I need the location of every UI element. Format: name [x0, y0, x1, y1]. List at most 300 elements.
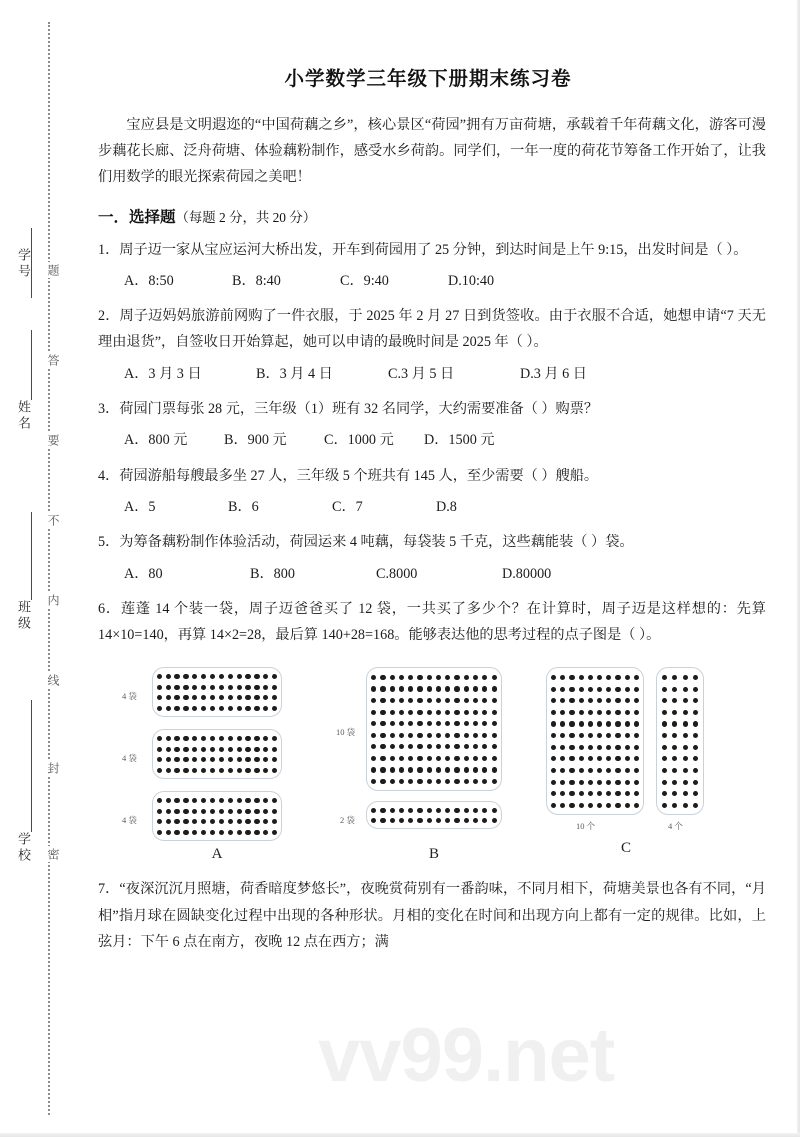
- dot: [254, 768, 259, 773]
- dot: [399, 779, 404, 784]
- dot: [174, 685, 179, 690]
- dot: [625, 733, 630, 738]
- dot: [254, 757, 259, 762]
- dot: [615, 733, 620, 738]
- seal-field-school: 学校: [16, 832, 31, 864]
- seal-char-6: 封: [39, 760, 59, 776]
- dot: [482, 733, 487, 738]
- dot: [245, 736, 250, 741]
- dot: [615, 768, 620, 773]
- dot: [473, 756, 478, 761]
- seal-field-class: 班级: [16, 600, 31, 632]
- dot: [473, 744, 478, 749]
- dot: [634, 780, 639, 785]
- dot-figure-a-caption: A: [211, 846, 223, 863]
- dot: [237, 685, 242, 690]
- dot-row: [367, 721, 501, 726]
- dot: [454, 733, 459, 738]
- seal-char-7: 密: [39, 846, 59, 862]
- dot: [683, 698, 688, 703]
- dot: [606, 780, 611, 785]
- dot: [560, 710, 565, 715]
- dot: [166, 798, 171, 803]
- dot: [492, 808, 497, 813]
- dot: [408, 698, 413, 703]
- dot: [245, 819, 250, 824]
- dot-row: [153, 685, 281, 690]
- dot: [615, 756, 620, 761]
- dot: [390, 744, 395, 749]
- dot: [210, 695, 215, 700]
- dot: [693, 756, 698, 761]
- dot: [625, 803, 630, 808]
- dot: [272, 757, 277, 762]
- dot: [672, 780, 677, 785]
- dot: [606, 710, 611, 715]
- dot: [201, 768, 206, 773]
- dot: [408, 779, 413, 784]
- dot: [272, 819, 277, 824]
- dot-row: [657, 710, 703, 715]
- dot: [157, 706, 162, 711]
- dot-row: [547, 721, 643, 726]
- dot: [399, 733, 404, 738]
- dot: [427, 756, 432, 761]
- dot: [157, 695, 162, 700]
- dot: [228, 768, 233, 773]
- question-options-3: [124, 428, 766, 452]
- dot: [192, 706, 197, 711]
- dot: [551, 756, 556, 761]
- dot: [454, 686, 459, 691]
- dot: [464, 744, 469, 749]
- dot: [672, 756, 677, 761]
- dot: [662, 745, 667, 750]
- dot: [597, 687, 602, 692]
- dot: [174, 674, 179, 679]
- dot: [693, 780, 698, 785]
- option-3-a[interactable]: A．800 元: [124, 432, 188, 449]
- dot: [272, 798, 277, 803]
- option-5-d[interactable]: D.80000: [502, 565, 552, 582]
- dot: [183, 830, 188, 835]
- dot: [263, 809, 268, 814]
- dot: [625, 721, 630, 726]
- dot: [272, 736, 277, 741]
- seal-char-5: 线: [39, 672, 59, 688]
- dot: [237, 798, 242, 803]
- option-5-b[interactable]: B．800: [250, 565, 295, 582]
- dot: [380, 686, 385, 691]
- option-3-d[interactable]: D．1500 元: [424, 432, 495, 449]
- dot: [473, 818, 478, 823]
- dot: [683, 687, 688, 692]
- dot: [237, 830, 242, 835]
- dot: [263, 736, 268, 741]
- dot: [625, 687, 630, 692]
- dot: [454, 710, 459, 715]
- dot: [464, 808, 469, 813]
- dot: [380, 756, 385, 761]
- dot: [371, 721, 376, 726]
- option-2-b[interactable]: B．3 月 4 日: [256, 365, 333, 382]
- dot: [436, 698, 441, 703]
- dot: [272, 685, 277, 690]
- dot: [427, 675, 432, 680]
- dot: [588, 803, 593, 808]
- seal-char-1: 答: [39, 352, 59, 368]
- dot: [408, 756, 413, 761]
- dot: [157, 819, 162, 824]
- dot-row: [657, 745, 703, 750]
- dot: [492, 733, 497, 738]
- dot: [445, 686, 450, 691]
- dot: [597, 768, 602, 773]
- dot: [408, 675, 413, 680]
- dot: [579, 791, 584, 796]
- dot: [219, 706, 224, 711]
- dot: [201, 685, 206, 690]
- dot: [560, 791, 565, 796]
- dot: [174, 768, 179, 773]
- page-title: 小学数学三年级下册期末练习卷: [284, 67, 572, 90]
- dot: [192, 747, 197, 752]
- dot: [588, 687, 593, 692]
- dot: [606, 698, 611, 703]
- dot: [606, 721, 611, 726]
- dot: [634, 721, 639, 726]
- dot: [672, 721, 677, 726]
- question-stem-7: 7．“夜深沉沉月照塘，荷香暗度梦悠长”，夜晚赏荷别有一番韵味，不同月相下，荷塘美景也各有不同，“月相”指月球在圆缺变化过程中出现的各种形状。月相的变化在时间和出现方向上都有一定的规律。比如，上弦月：下午 6 点在南方，夜晚 12 点在西方；满: [98, 881, 766, 951]
- dot: [427, 733, 432, 738]
- dot: [560, 745, 565, 750]
- dot: [615, 791, 620, 796]
- dot: [210, 809, 215, 814]
- dot: [192, 736, 197, 741]
- dot: [417, 721, 422, 726]
- question-stem-1: 1．周子迈一家从宝应运河大桥出发，开车到荷园用了 25 分钟，到达时间是上午 9:15，出发时间是（ ）。: [98, 241, 748, 258]
- option-4-c[interactable]: C．7: [332, 498, 363, 515]
- dot: [672, 791, 677, 796]
- dot: [380, 721, 385, 726]
- dot: [454, 756, 459, 761]
- dot: [166, 768, 171, 773]
- dot: [634, 745, 639, 750]
- question-options-2: [124, 362, 766, 386]
- dot: [464, 779, 469, 784]
- dot: [228, 674, 233, 679]
- dot: [454, 675, 459, 680]
- dot: [597, 791, 602, 796]
- dot: [228, 685, 233, 690]
- dot: [551, 675, 556, 680]
- dot: [569, 733, 574, 738]
- dot: [672, 675, 677, 680]
- dot: [634, 687, 639, 692]
- dot: [683, 756, 688, 761]
- dot: [693, 803, 698, 808]
- dot: [254, 809, 259, 814]
- dot: [219, 809, 224, 814]
- dot: [473, 675, 478, 680]
- dot: [166, 809, 171, 814]
- dot: [569, 687, 574, 692]
- dot: [228, 706, 233, 711]
- dot: [390, 767, 395, 772]
- dot: [371, 756, 376, 761]
- dot: [436, 818, 441, 823]
- dot-row: [153, 757, 281, 762]
- option-4-a[interactable]: A．5: [124, 498, 156, 515]
- dot: [245, 674, 250, 679]
- dot: [371, 744, 376, 749]
- dot: [569, 745, 574, 750]
- dot: [427, 779, 432, 784]
- dot: [245, 809, 250, 814]
- dot-row: [367, 779, 501, 784]
- dot: [380, 818, 385, 823]
- dot: [210, 736, 215, 741]
- dot: [569, 721, 574, 726]
- dot: [427, 767, 432, 772]
- dot: [454, 744, 459, 749]
- dot: [183, 706, 188, 711]
- dot: [390, 721, 395, 726]
- dot: [588, 780, 593, 785]
- dot: [597, 675, 602, 680]
- dot: [473, 698, 478, 703]
- dot: [492, 675, 497, 680]
- dot: [482, 756, 487, 761]
- dot: [625, 710, 630, 715]
- dot: [427, 710, 432, 715]
- dot: [408, 767, 413, 772]
- dot: [436, 756, 441, 761]
- dot-figure-a-label-1: 4 袋: [122, 753, 137, 764]
- dot: [662, 768, 667, 773]
- dot: [219, 757, 224, 762]
- dot: [579, 780, 584, 785]
- dot: [210, 830, 215, 835]
- dot: [390, 779, 395, 784]
- dot: [399, 767, 404, 772]
- dot: [219, 819, 224, 824]
- dot: [201, 674, 206, 679]
- dot-row: [547, 733, 643, 738]
- dot: [436, 808, 441, 813]
- dot: [597, 780, 602, 785]
- dot: [192, 674, 197, 679]
- dot: [482, 808, 487, 813]
- dot: [237, 674, 242, 679]
- seal-rule-name: [31, 330, 32, 400]
- dot: [492, 756, 497, 761]
- dot: [662, 791, 667, 796]
- dot: [454, 721, 459, 726]
- dot: [245, 798, 250, 803]
- dot: [615, 721, 620, 726]
- option-2-d[interactable]: D.3 月 6 日: [520, 365, 587, 382]
- dot-row: [547, 710, 643, 715]
- dot: [417, 733, 422, 738]
- dot-row: [657, 756, 703, 761]
- option-1-d[interactable]: D.10:40: [448, 272, 495, 289]
- option-3-b[interactable]: B．900 元: [224, 432, 287, 449]
- dot: [174, 747, 179, 752]
- option-4-b[interactable]: B．6: [228, 498, 259, 515]
- dot: [245, 757, 250, 762]
- dot: [427, 721, 432, 726]
- section-name: 选择题: [129, 207, 176, 226]
- dot: [272, 706, 277, 711]
- option-1-c[interactable]: C．9:40: [340, 272, 389, 289]
- option-2-c[interactable]: C.3 月 5 日: [388, 365, 455, 382]
- dot: [464, 710, 469, 715]
- dot: [263, 798, 268, 803]
- dot-row: [547, 791, 643, 796]
- dot-figure-b-label-1: 2 袋: [340, 815, 355, 826]
- dot: [579, 687, 584, 692]
- dot: [166, 695, 171, 700]
- dot: [380, 744, 385, 749]
- dot: [606, 791, 611, 796]
- dot: [606, 733, 611, 738]
- dot: [157, 757, 162, 762]
- dot: [492, 686, 497, 691]
- dot: [183, 798, 188, 803]
- dot: [579, 768, 584, 773]
- dot: [183, 674, 188, 679]
- dot: [201, 706, 206, 711]
- dot: [662, 675, 667, 680]
- option-3-c[interactable]: C．1000 元: [324, 432, 394, 449]
- dot-row: [367, 818, 501, 823]
- dot: [399, 756, 404, 761]
- dot: [588, 710, 593, 715]
- dot: [166, 757, 171, 762]
- dot-box-b-0: [366, 667, 502, 791]
- dot: [254, 695, 259, 700]
- option-5-c[interactable]: C.8000: [376, 565, 418, 582]
- option-1-a[interactable]: A．8:50: [124, 272, 174, 289]
- dot: [588, 745, 593, 750]
- option-1-b[interactable]: B．8:40: [232, 272, 281, 289]
- dot: [174, 809, 179, 814]
- dot: [492, 818, 497, 823]
- question-stem-4: 4．荷园游船每艘最多坐 27 人，三年级 5 个班共有 145 人，至少需要（ ）艘船。: [98, 467, 599, 484]
- dot: [219, 798, 224, 803]
- dot: [597, 756, 602, 761]
- dot: [408, 818, 413, 823]
- dot-row: [657, 733, 703, 738]
- dot: [245, 747, 250, 752]
- dot: [183, 747, 188, 752]
- dot-figure-c-caption: C: [620, 840, 631, 857]
- dot: [417, 698, 422, 703]
- dot: [473, 686, 478, 691]
- dot: [569, 675, 574, 680]
- dot: [219, 830, 224, 835]
- dot: [588, 768, 593, 773]
- intro-paragraph: 宝应县是文明遐迩的“中国荷藕之乡”，核心景区“荷园”拥有万亩荷塘，承载着千年荷藕文化，游客可漫步藕花长廊、泛舟荷塘、体验藕粉制作，感受水乡荷韵。同学们，一年一度的荷花节筹备工作开始了，让我们用数学的眼光探索荷园之美吧！: [98, 117, 766, 185]
- dot: [606, 675, 611, 680]
- dot: [390, 733, 395, 738]
- dot: [492, 721, 497, 726]
- seal-rule-student-id: [31, 228, 32, 298]
- dot-row: [153, 768, 281, 773]
- dot-row: [547, 745, 643, 750]
- dot-row: [367, 698, 501, 703]
- dot-figure-a-label-0: 4 袋: [122, 691, 137, 702]
- dot: [183, 768, 188, 773]
- dot: [662, 780, 667, 785]
- dot-row: [153, 747, 281, 752]
- option-5-a[interactable]: A．80: [124, 565, 163, 582]
- question-options-1: [124, 269, 766, 293]
- dot: [482, 744, 487, 749]
- dot: [597, 803, 602, 808]
- sealing-dotted-line: [48, 22, 50, 1115]
- option-4-d[interactable]: D.8: [436, 498, 457, 515]
- dot: [464, 733, 469, 738]
- dot-row: [153, 809, 281, 814]
- dot: [454, 808, 459, 813]
- dot: [597, 710, 602, 715]
- dot: [166, 747, 171, 752]
- dot: [492, 698, 497, 703]
- dot: [588, 698, 593, 703]
- question-stem-5: 5．为筹备藕粉制作体验活动，荷园运来 4 吨藕，每袋装 5 千克，这些藕能装（ ）袋。: [98, 534, 634, 551]
- dot: [683, 721, 688, 726]
- dot: [606, 756, 611, 761]
- dot: [693, 733, 698, 738]
- dot-diagram-options: [78, 664, 778, 864]
- dot: [625, 698, 630, 703]
- dot: [445, 756, 450, 761]
- paper-content: [78, 0, 778, 1137]
- dot-row: [367, 756, 501, 761]
- question-stem-3: 3．荷园门票每张 28 元，三年级（1）班有 32 名同学，大约需要准备（ ）购票？: [98, 401, 599, 418]
- dot: [436, 733, 441, 738]
- seal-field-student-id: 学号: [16, 248, 31, 280]
- dot: [371, 779, 376, 784]
- dot: [408, 744, 413, 749]
- dot: [263, 674, 268, 679]
- dot: [371, 686, 376, 691]
- dot: [662, 756, 667, 761]
- dot-row: [153, 706, 281, 711]
- dot: [436, 686, 441, 691]
- dot-row: [547, 780, 643, 785]
- dot: [417, 686, 422, 691]
- dot: [560, 687, 565, 692]
- dot: [672, 803, 677, 808]
- dot: [399, 675, 404, 680]
- dot: [436, 721, 441, 726]
- dot: [219, 685, 224, 690]
- option-2-a[interactable]: A．3 月 3 日: [124, 365, 202, 382]
- dot: [192, 798, 197, 803]
- dot: [371, 808, 376, 813]
- dot: [551, 721, 556, 726]
- dot: [569, 780, 574, 785]
- dot: [183, 819, 188, 824]
- dot-row: [547, 768, 643, 773]
- dot: [445, 721, 450, 726]
- dot: [482, 698, 487, 703]
- dot: [219, 736, 224, 741]
- seal-rule-school: [31, 700, 32, 832]
